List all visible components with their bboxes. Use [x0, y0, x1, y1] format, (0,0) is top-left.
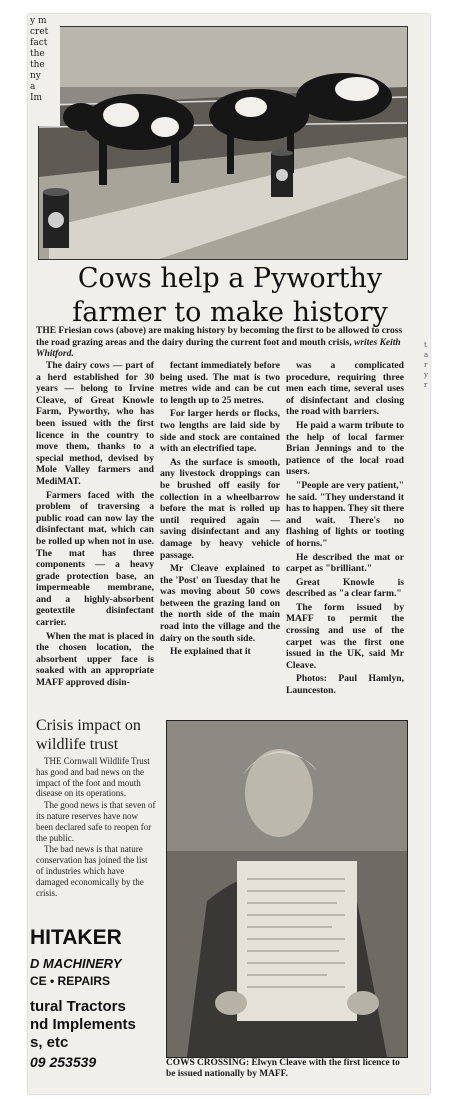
intro-byline: writes Keith Whitford.: [36, 337, 401, 359]
advert-line: nd Implements: [30, 1016, 136, 1033]
article-column-3: [286, 360, 404, 699]
paragraph: When the mat is placed in the chosen location, the absorbent upper face is soaked with an appropriate MAFF approved disin-: [36, 630, 154, 689]
article-column-1: [36, 360, 154, 691]
headline: Cows help a Pyworthy farmer to make history: [72, 263, 388, 328]
right-column-fragment: [424, 340, 432, 390]
fragment-line: r: [424, 361, 428, 369]
advert-name: HITAKER: [30, 926, 122, 949]
article-column-2: [160, 360, 280, 660]
fragment-line: y: [424, 371, 428, 379]
intro-text: THE Friesian cows (above) are making history by becoming the first to be allowed to cross the road grazing areas and the dairy during the current foot and mouth crisis,: [36, 326, 403, 348]
fragment-line: the: [30, 60, 45, 70]
paragraph: Mr Cleave explained to the 'Post' on Tuesday that he was moving about 50 cows between the grazing land on the north side of the main road into the village and the dairy on the south side.: [160, 563, 280, 644]
advert-line: tural Tractors: [30, 998, 126, 1015]
fragment-line: a: [424, 351, 429, 359]
paragraph: As the surface is smooth, any livestock droppings can be brushed off easily for collection in a wheelbarrow before the mat is rolled up until required again — saving disinfectant and any damage by heavy vehicle passage.: [160, 456, 280, 561]
paragraph: He paid a warm tribute to the help of local farmer Brian Jennings and to the patience of the local road users.: [286, 419, 404, 478]
caption-label: COWS CROSSING:: [166, 1058, 250, 1068]
left-column-fragment: [30, 16, 60, 126]
advert-phone: 09 253539: [30, 1054, 97, 1070]
fragment-line: y m: [30, 16, 47, 26]
paragraph: Great Knowle is described as "a clear farm.": [286, 576, 404, 600]
advert-line: D MACHINERY: [30, 956, 122, 971]
advert-line: CE • REPAIRS: [30, 974, 110, 988]
advertisement: [30, 924, 156, 1094]
paragraph: He described the mat or carpet as "brilliant.": [286, 551, 404, 575]
paragraph: He explained that it: [170, 646, 251, 658]
paragraph: The dairy cows — part of a herd established for 30 years — belong to Irvine Cleave, of Great Knowle Farm, Pyworthy, who has been issued with the first licence in the country to move them, thanks to a special method, devised by Mole Valley farmers and MediMAT.: [36, 360, 154, 487]
fragment-line: Im: [30, 93, 43, 103]
paragraph: The form issued by MAFF to permit the crossing and use of the carpet was the first one issued in the UK, said Mr Cleave.: [286, 601, 404, 671]
paragraph: For larger herds or flocks, two lengths are laid side by side and stock are contained with an electrified tape.: [160, 408, 280, 455]
wildlife-trust-headline: Crisis impact on wildlife trust: [36, 717, 141, 753]
paragraph: "People are very patient," he said. "They understand it has to happen. They sit there and wait. There's no flashing of lights or tooting of horns.": [286, 479, 404, 549]
paragraph: Farmers faced with the problem of traversing a public road can now lay the disinfectant mat, which can be rolled up when not in use. The mat has three components — a heavy grade protection base, an impermeable membrane, and a highly-absorbent geotextile disinfectant carrier.: [36, 489, 154, 629]
advert-line: s, etc: [30, 1034, 69, 1051]
caption-text: Elwyn Cleave with the first licence to be issued nationally by MAFF.: [166, 1058, 400, 1079]
fragment-line: fact: [30, 38, 48, 48]
intro-paragraph: [36, 326, 404, 361]
paragraph: fectant immediately before being used. The mat is two metres wide and can be cut to length up to 25 metres.: [160, 360, 280, 406]
fragment-line: r: [424, 381, 428, 389]
paragraph: THE Cornwall Wildlife Trust has good and bad news on the impact of the foot and mouth disease on its operations.: [36, 756, 150, 799]
fragment-line: cret: [30, 27, 49, 37]
fragment-line: ny: [30, 71, 41, 81]
farmer-licence-photo: [166, 720, 408, 1058]
photo-credit: Photos: Paul Hamlyn, Launceston.: [286, 673, 404, 697]
wildlife-trust-article: [36, 756, 156, 899]
paragraph: The bad news is that nature conservation has joined the list of industries which have damaged economically by the crisis.: [36, 844, 148, 898]
paragraph: was a complicated procedure, requiring three men each time, several uses of disinfectant and closing the road with barriers.: [286, 360, 404, 418]
fragment-line: the: [30, 49, 45, 59]
fragment-line: a: [30, 82, 36, 92]
photo-caption: [166, 1058, 408, 1080]
cows-crossing-photo: [38, 26, 408, 260]
fragment-line: t: [424, 341, 427, 349]
paragraph: The good news is that seven of its nature reserves have now been declared safe to reopen for the public.: [36, 800, 156, 843]
